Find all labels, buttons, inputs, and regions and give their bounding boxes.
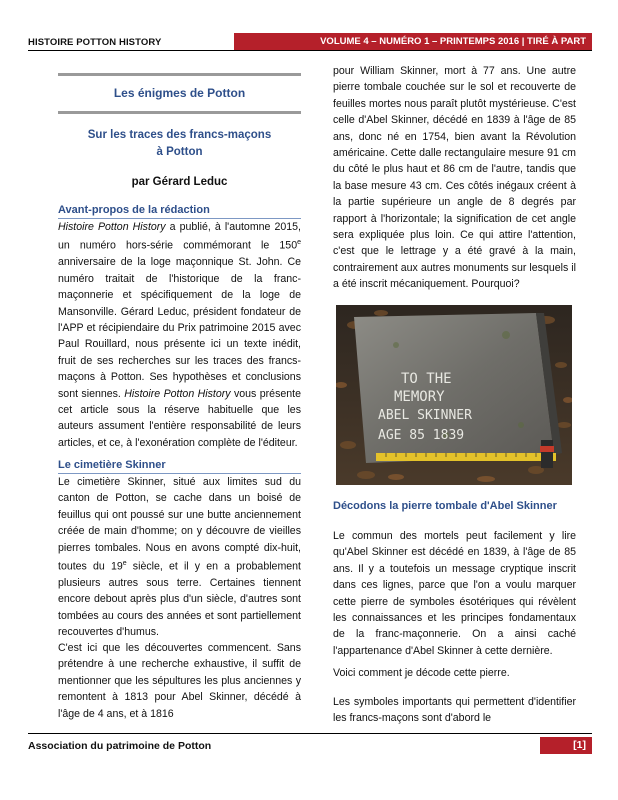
article-author: par Gérard Leduc [131,176,228,188]
footer-divider [28,733,592,734]
decode-heading: Décodons la pierre tombale d'Abel Skinner [333,500,557,512]
cemetery-paragraph-2: C'est ici que les découvertes commencent. Sans prétendre à une recherche exhaustive, il suffit de mentionner que les sépultures les plus anciennes y remontent à 1813 pour Abel Skinner, décédé à l'âge de 4 ans, et à 1816 [58,642,301,720]
stone-line-4: AGE 85 1839 [378,428,465,443]
foreword-paragraph: Histoire Potton History a publié, à l'automne 2015, un numéro hors-série commémorant le 150e anniversaire de la loge maçonnique St. John. Ce numéro traitait de l'historique de la franc-maçonnerie et spécifiquement de la loge de Mansonville. Gérard Leduc, président fondateur de l'APP et récipiendaire du Prix patrimoine 2015 avec Paul Rouillard, nous présente ici un texte inédit, fruit de ses recherches sur les traces des francs-maçons à Potton. Ses hypothèses et conclusions sont siennes. Histoire Potton History vous présente cet article sous la réserve habituelle que les auteurs assument l'entière responsabilité de leurs articles, et ce, à l'exonération complète de l'éditeur. [58,221,301,449]
header-publication-name: HISTOIRE POTTON HISTORY [28,37,162,48]
stone-line-3: ABEL SKINNER [378,408,472,423]
header-issue-banner: VOLUME 4 – NUMÉRO 1 – PRINTEMPS 2016 | TIRÉ À PART [234,33,592,50]
cemetery-heading: Le cimetière Skinner [58,459,166,471]
stone-line-1: TO THE [401,371,452,387]
subtitle-line-2: à Potton [156,146,203,158]
magazine-name: Histoire Potton History [58,221,166,233]
title-bottom-rule [58,111,301,114]
article-subtitle [58,127,301,161]
header-divider [28,50,592,51]
gravestone-image [336,305,572,485]
footer-page-number: [1] [540,737,592,754]
foreword-heading: Avant-propos de la rédaction [58,204,210,216]
right-paragraph-1: pour William Skinner, mort à 77 ans. Une autre pierre tombale couchée sur le sol et recouverte de feuilles mortes nous paraît plutôt mystérieuse. C'est celle d'Abel Skinner, décédé en 1839 à l'âge de 85 ans, donc né en 1754, bien avant la Révolution américaine. Cette dalle rectangulaire mesure 91 cm du côté le plus haut et 86 cm de l'autre, tandis que la base mesure 43 cm. Ces côtés inégaux créent à la partie supérieure un angle de 8 degrés par rapport à l'horizontale; la signification de cet angle sera expliquée plus loin. Ce qui attire l'attention, c'est que le lettrage y a été gravé à la main, contrairement aux autres monuments sur lesquels il a été inscrit mécaniquement. Pourquoi? [333,65,576,291]
footer-association: Association du patrimoine de Potton [28,740,212,752]
article-title: Les énigmes de Potton [113,86,246,100]
stone-line-2: MEMORY [394,389,445,405]
right-paragraph-2: Le commun des mortels peut facilement y lire qu'Abel Skinner est décédé en 1839, à l'âge de 85 ans. Il y a toutefois un message cryptique inscrit dans ces lignes, parce que l'on a voulu marquer cette pierre de symboles ésotériques qui révèlent les connaissances et les principes fondamentaux de la franc-maçonnerie. On a ainsi caché l'appartenance d'Abel Skinner à cette dernière. [333,530,576,657]
magazine-name: Histoire Potton History [124,387,231,400]
gravestone-photo [336,305,572,485]
title-top-rule [58,73,301,76]
subtitle-line-1: Sur les traces des francs-maçons [87,129,272,141]
cemetery-paragraph-1: Le cimetière Skinner, situé aux limites sud du canton de Potton, se cache dans un boisé de feuillus qui ont poussé sur une butte anciennement créée de main d'homme; on y découvre de vieilles pierres tombales. Nous en avons compté dix-huit, toutes du 19e siècle, et il y en a probablement plusieurs autres sous terre. Certaines tiennent encore debout après plus d'un siècle, d'autres sont tombées au cours des années et sont partiellement recouvertes d'humus. [58,476,302,639]
right-paragraph-3: Voici comment je décode cette pierre. [333,667,510,679]
right-paragraph-4: Les symboles importants qui permettent d'identifier les francs-maçons sont d'abord le [333,696,576,725]
